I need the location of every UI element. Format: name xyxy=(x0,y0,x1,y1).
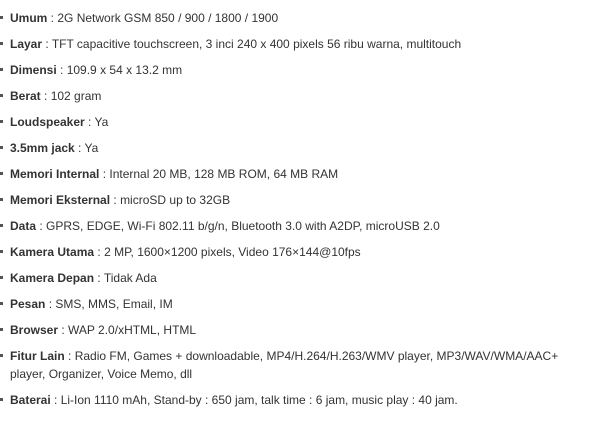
spec-value: microSD up to 32GB xyxy=(120,193,231,207)
spec-item-browser: Browser : WAP 2.0/xHTML, HTML xyxy=(0,321,588,339)
spec-value: Radio FM, Games + downloadable, MP4/H.264/H.263/WMV player, MP3/WAV/WMA/AAC+ player, Organizer, Voice Memo, dll xyxy=(10,349,559,381)
spec-list xyxy=(0,9,592,409)
bullet-icon xyxy=(0,16,3,19)
spec-value: SMS, MMS, Email, IM xyxy=(55,297,173,311)
spec-item-dimensi: Dimensi : 109.9 x 54 x 13.2 mm xyxy=(0,61,588,79)
bullet-icon xyxy=(0,276,3,279)
bullet-icon xyxy=(0,398,3,401)
spec-label: Baterai xyxy=(10,393,51,407)
spec-item-data: Data : GPRS, EDGE, Wi-Fi 802.11 b/g/n, Bluetooth 3.0 with A2DP, microUSB 2.0 xyxy=(0,217,588,235)
spec-item-memori-internal: Memori Internal : Internal 20 MB, 128 MB ROM, 64 MB RAM xyxy=(0,165,588,183)
spec-label: Data xyxy=(10,219,37,233)
bullet-icon xyxy=(0,172,3,175)
bullet-icon xyxy=(0,120,3,123)
spec-value: Internal 20 MB, 128 MB ROM, 64 MB RAM xyxy=(109,167,339,181)
spec-item-umum: Umum : 2G Network GSM 850 / 900 / 1800 / 1900 xyxy=(0,9,588,27)
spec-label: Pesan xyxy=(10,297,46,311)
spec-value: 109.9 x 54 x 13.2 mm xyxy=(66,63,183,77)
spec-item-pesan: Pesan : SMS, MMS, Email, IM xyxy=(0,295,588,313)
spec-label: Memori Internal xyxy=(10,167,100,181)
spec-item-fitur-lain: Fitur Lain : Radio FM, Games + downloadable, MP4/H.264/H.263/WMV player, MP3/WAV/WMA/AAC+ player, Organizer, Voice Memo, dll xyxy=(0,347,588,383)
bullet-icon xyxy=(0,354,3,357)
bullet-icon xyxy=(0,302,3,305)
spec-value: 2G Network GSM 850 / 900 / 1800 / 1900 xyxy=(57,11,279,25)
bullet-icon xyxy=(0,328,3,331)
spec-value: TFT capacitive touchscreen, 3 inci 240 x 400 pixels 56 ribu warna, multitouch xyxy=(51,37,462,51)
spec-item-kamera-depan: Kamera Depan : Tidak Ada xyxy=(0,269,588,287)
spec-label: Layar xyxy=(10,37,43,51)
bullet-icon xyxy=(0,224,3,227)
bullet-icon xyxy=(0,42,3,45)
spec-item-berat: Berat : 102 gram xyxy=(0,87,588,105)
spec-item-baterai: Baterai : Li-Ion 1110 mAh, Stand-by : 650 jam, talk time : 6 jam, music play : 40 jam. xyxy=(0,391,588,409)
spec-label: 3.5mm jack xyxy=(10,141,75,155)
spec-label: Kamera Utama xyxy=(10,245,95,259)
spec-label: Browser xyxy=(10,323,59,337)
spec-label: Kamera Depan xyxy=(10,271,95,285)
spec-item-layar: Layar : TFT capacitive touchscreen, 3 inci 240 x 400 pixels 56 ribu warna, multitouch xyxy=(0,35,588,53)
spec-label: Berat xyxy=(10,89,41,103)
bullet-icon xyxy=(0,94,3,97)
spec-label: Dimensi xyxy=(10,63,57,77)
spec-item-jack: 3.5mm jack : Ya xyxy=(0,139,588,157)
spec-item-kamera-utama: Kamera Utama : 2 MP, 1600×1200 pixels, Video 176×144@10fps xyxy=(0,243,588,261)
spec-value: 102 gram xyxy=(50,89,102,103)
spec-value: WAP 2.0/xHTML, HTML xyxy=(68,323,197,337)
spec-value: 2 MP, 1600×1200 pixels, Video 176×144@10fps xyxy=(104,245,361,259)
spec-value: GPRS, EDGE, Wi-Fi 802.11 b/g/n, Bluetooth 3.0 with A2DP, microUSB 2.0 xyxy=(46,219,440,233)
spec-value: Ya xyxy=(94,115,109,129)
spec-label: Memori Eksternal xyxy=(10,193,111,207)
spec-label: Loudspeaker xyxy=(10,115,85,129)
spec-item-loudspeaker: Loudspeaker : Ya xyxy=(0,113,588,131)
bullet-icon xyxy=(0,250,3,253)
spec-label: Umum xyxy=(10,11,48,25)
spec-value: Li-Ion 1110 mAh, Stand-by : 650 jam, talk time : 6 jam, music play : 40 jam. xyxy=(60,393,458,407)
spec-item-memori-eksternal: Memori Eksternal : microSD up to 32GB xyxy=(0,191,588,209)
bullet-icon xyxy=(0,68,3,71)
bullet-icon xyxy=(0,146,3,149)
spec-value: Ya xyxy=(84,141,99,155)
spec-value: Tidak Ada xyxy=(103,271,157,285)
spec-label: Fitur Lain xyxy=(10,349,65,363)
bullet-icon xyxy=(0,198,3,201)
